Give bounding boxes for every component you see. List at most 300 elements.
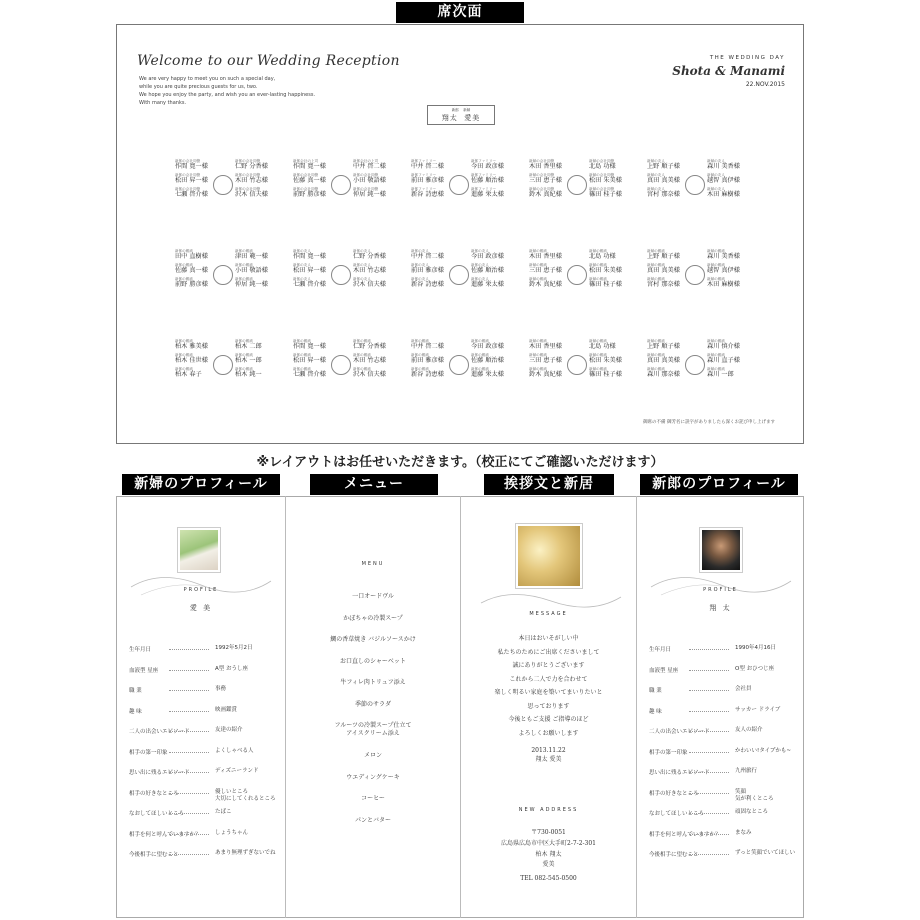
guest [471, 173, 516, 185]
guest [293, 339, 338, 351]
resident-name-2: 愛美 [542, 861, 555, 868]
dotted-leader [169, 793, 209, 794]
guest-relation: 新郎の親戚 [411, 353, 429, 357]
guest-relation: 新婦の会社同僚 [589, 173, 615, 177]
profile-value: 会社員 [735, 686, 752, 692]
profile-value: 1992年5月2日 [215, 645, 253, 651]
guest-name: 鈴木 真紀様 [529, 371, 562, 378]
greeting-line: 本日はおいそがしい中 [518, 635, 579, 642]
guest-relation: 新郎の会社同僚 [175, 173, 201, 177]
dotted-leader [689, 731, 729, 732]
guest-name: 前野 勝彦様 [293, 191, 326, 198]
guest [175, 173, 220, 185]
guest [353, 339, 398, 351]
greeting-date: 2013.11.22 [531, 747, 566, 754]
guest-relation: 新郎ファミリー [471, 187, 497, 191]
dotted-leader [689, 813, 729, 814]
dotted-leader [689, 752, 729, 753]
guest-relation: 新婦の会社同僚 [529, 173, 555, 177]
guest [471, 159, 516, 171]
guest [589, 159, 634, 171]
guest-relation: 新郎の親戚 [175, 367, 193, 371]
guest-relation: 新婦の親戚 [589, 277, 607, 281]
guest-name: 作間 寛一様 [293, 343, 326, 350]
dotted-leader [689, 670, 729, 671]
dotted-leader [169, 813, 209, 814]
guest-relation: 新婦の会社同僚 [589, 159, 615, 163]
guest-name: 森川 美香様 [707, 163, 740, 170]
guest [411, 367, 456, 379]
guest [293, 353, 338, 365]
profile-key: 血液型 星座 [129, 667, 159, 674]
guest-relation: 新郎の親戚 [353, 353, 371, 357]
guest-relation: 新郎の友人 [353, 263, 371, 267]
guest-relation: 新婦の親戚 [707, 263, 725, 267]
groom-profile-panel [637, 497, 804, 917]
guest-relation: 新婦の親戚 [589, 353, 607, 357]
guest-relation: 新郎の友人 [471, 263, 489, 267]
guest-name: 田中 直樹様 [175, 253, 208, 260]
guest-name: 沢木 信夫様 [353, 371, 386, 378]
greeting-line: これから二人で力を合わせて [509, 675, 588, 683]
guest-relation: 新郎の親戚 [235, 339, 253, 343]
guest [707, 249, 752, 261]
guest [471, 353, 516, 365]
profile-value: 九州旅行 [735, 768, 758, 774]
guest-relation: 新婦の親戚 [529, 367, 547, 371]
guest [647, 339, 692, 351]
guest-relation: 新郎の友人 [411, 263, 429, 267]
guest-name: 篠田 桂子様 [589, 281, 622, 288]
guest-name: 北島 功様 [589, 343, 616, 350]
guest-name: 中井 啓二様 [411, 343, 444, 350]
guest [175, 187, 220, 199]
profile-row [649, 666, 799, 676]
menu-item: コーヒー [361, 795, 385, 802]
profile-value: よくしゃべる人 [215, 747, 254, 754]
guest-name: 前野 勝彦様 [175, 281, 208, 288]
profile-value: 事務 [215, 686, 227, 692]
profile-key: 今後相手に望むこと [649, 852, 699, 858]
profile-row [129, 707, 279, 717]
menu-item: フルーツの冷製スープ仕立て アイスクリーム添え [334, 722, 412, 737]
guest-name: 木田 香里様 [529, 343, 562, 350]
guest-relation: 新婦の親戚 [589, 263, 607, 267]
wedding-date: 22.NOV.2015 [745, 81, 785, 88]
guest [471, 277, 516, 289]
guest [647, 353, 692, 365]
guest [175, 367, 220, 379]
guest-name: 木田 香里様 [529, 163, 562, 170]
guest-relation: 新婦の親戚 [589, 367, 607, 371]
guest-relation: 新婦の友人 [707, 187, 725, 191]
guest-relation: 新婦の友人 [707, 173, 725, 177]
guest-relation: 新婦の友人 [647, 173, 665, 177]
guest [235, 353, 280, 365]
guest-name: 中井 啓二様 [411, 163, 444, 170]
greeting-line: よろしくお願いします [518, 729, 579, 737]
guest-relation: 新婦の会社同僚 [589, 187, 615, 191]
guest-relation: 新婦の親戚 [707, 367, 725, 371]
profile-value: あまり無理ずぎないでね [215, 850, 276, 856]
guest-table [411, 249, 529, 305]
menu-item: 一口オードヴル [352, 593, 394, 600]
profile-row [129, 748, 279, 758]
guest [529, 263, 574, 275]
dotted-leader [169, 670, 209, 671]
guest-name: 新谷 詩恵様 [411, 281, 444, 288]
guest-name: 前田 雅彦様 [411, 357, 444, 364]
profile-key: 相手の好きなところ [649, 790, 699, 797]
menu-item: 鯛の香草焼き バジルソースかけ [330, 636, 416, 643]
guest-name: 森川 直子様 [707, 357, 740, 364]
guest-relation: 新郎の友人 [471, 249, 489, 253]
telephone: TEL 082-545-0500 [520, 875, 577, 882]
guest-name: 作間 寛一様 [293, 253, 326, 260]
couple-names: Shota & Manami [672, 64, 785, 78]
guest-name: 三田 恵子様 [529, 267, 562, 274]
guest-name: 上野 順子様 [647, 343, 680, 350]
guest-name: 作間 寛一様 [293, 163, 326, 170]
profile-key: 血液型 星座 [649, 667, 679, 674]
guest-relation: 新婦の親戚 [647, 353, 665, 357]
guest [411, 277, 456, 289]
guest-relation: 新郎の親戚 [293, 367, 311, 371]
profile-row [649, 686, 799, 696]
guest [529, 187, 574, 199]
guest-name: 新谷 詩恵様 [411, 191, 444, 198]
guest-name: 柏木 二郎 [235, 343, 262, 350]
guest-name: 中井 啓二様 [411, 253, 444, 260]
dotted-leader [689, 711, 729, 712]
profile-key: 相手を何と呼んでいますか？ [649, 831, 721, 838]
profile-key: 相手の好きなところ [129, 790, 179, 797]
bride-profile-panel [117, 497, 285, 917]
guest [647, 159, 692, 171]
groom-profile-label: 新郎のプロフィール [640, 474, 798, 495]
guest-relation: 新郎の親戚 [175, 339, 193, 343]
guest-relation: 新婦の親戚 [647, 339, 665, 343]
guest-name: 上野 順子様 [647, 163, 680, 170]
guest-name: 松田 朱美様 [589, 177, 622, 184]
guest [353, 249, 398, 261]
profile-row [649, 645, 799, 655]
guest-relation: 新郎の親戚 [235, 263, 253, 267]
guest [293, 173, 338, 185]
dotted-leader [169, 854, 209, 855]
guest-name: 木田 香里様 [529, 253, 562, 260]
guest-name: 木田 竹志様 [353, 357, 386, 364]
guest-name: 仲居 純一様 [353, 191, 386, 198]
guest-name: 七瀬 啓介様 [293, 371, 326, 378]
guest-relation: 新婦の親戚 [707, 277, 725, 281]
guest-relation: 新郎ファミリー [411, 159, 437, 163]
guest-relation: 新婦の友人 [647, 159, 665, 163]
profile-row [129, 686, 279, 696]
guest-name: 今田 政彦様 [471, 253, 504, 260]
guest-relation: 新郎の親戚 [353, 367, 371, 371]
layout-caption: ※レイアウトはお任せいただきます。（校正にてご確認いただけます） [256, 455, 664, 470]
guest [235, 249, 280, 261]
profile-value: 友人の紹介 [735, 727, 763, 733]
guest [411, 353, 456, 365]
guest-table [175, 339, 293, 395]
guest-relation: 新郎の友人 [411, 277, 429, 281]
guest-relation: 新郎の親戚 [471, 367, 489, 371]
dotted-leader [169, 752, 209, 753]
guest-name: 森川 那奈様 [647, 371, 680, 378]
profile-key: 相手を何と呼んでいますか？ [129, 831, 201, 838]
guest [411, 187, 456, 199]
guest-relation: 新郎の会社同僚 [235, 173, 261, 177]
guest-name: 佐藤 真一様 [175, 267, 208, 274]
resident-name: 柏木 翔太 [535, 851, 562, 858]
guest-name: 柏木 純一 [235, 371, 262, 378]
guest-table [293, 159, 411, 215]
guest [647, 249, 692, 261]
guest-relation: 新郎の友人 [411, 249, 429, 253]
high-table-bride-title: 新婦 [463, 108, 471, 112]
guest [589, 249, 634, 261]
profile-value: ディズニーランド [215, 768, 259, 774]
guest [411, 339, 456, 351]
guest-name: 今田 政彦様 [471, 343, 504, 350]
guest-name: 七瀬 啓介様 [293, 281, 326, 288]
guest [647, 187, 692, 199]
groom-name: 翔 太 [709, 604, 732, 612]
guest-relation: 新郎の親戚 [175, 263, 193, 267]
guest [471, 339, 516, 351]
guest-relation: 新婦の親戚 [707, 339, 725, 343]
guest-relation: 新婦の友人 [707, 159, 725, 163]
profile-key: 今後相手に望むこと [129, 852, 179, 858]
guest-table [293, 339, 411, 395]
guest-name: 佐藤 順治様 [471, 177, 504, 184]
guest [293, 367, 338, 379]
guest-relation: 新婦の親戚 [529, 263, 547, 267]
profile-key: 生年月日 [129, 647, 152, 653]
profile-row [129, 645, 279, 655]
guest-name: 松田 昇一様 [293, 267, 326, 274]
dotted-leader [689, 772, 729, 773]
guest-name: 三田 恵子様 [529, 357, 562, 364]
guest-name: 作間 寛一様 [175, 163, 208, 170]
guest-relation: 新郎ファミリー [471, 159, 497, 163]
message-title: MESSAGE [529, 611, 568, 617]
profile-key: 思い出に残るエピソード [649, 770, 710, 776]
guest-name: 真田 真美様 [647, 267, 680, 274]
guest-name: 越智 真伊様 [707, 267, 740, 274]
guest [411, 263, 456, 275]
guest [589, 263, 634, 275]
guest-relation: 新郎の親戚 [411, 367, 429, 371]
guest-table [293, 249, 411, 305]
guest-name: 柏木 春子 [175, 371, 202, 378]
guest-table [175, 159, 293, 215]
guest [589, 367, 634, 379]
guest-name: 沢木 信夫様 [353, 281, 386, 288]
greeting-line: 今後ともご支援 ご指導のほど [508, 716, 589, 723]
high-table-bride: 愛美 [464, 114, 481, 122]
dotted-leader [169, 731, 209, 732]
guest-name: 森川 美香様 [707, 253, 740, 260]
guest-relation: 新郎の友人 [471, 277, 489, 281]
menu-item: メロン [363, 752, 382, 759]
profile-value: ずっと笑顔でいてほしい [735, 850, 796, 856]
guest [411, 173, 456, 185]
guest-name: 小田 敬語様 [235, 267, 268, 274]
menu-item: ウエディングケーキ [346, 773, 400, 781]
guest-name: 中井 啓二様 [353, 163, 386, 170]
high-table [427, 105, 495, 125]
menu-item: 季節のサラダ [355, 700, 391, 708]
guest-relation: 新郎の親戚 [293, 353, 311, 357]
guest [353, 263, 398, 275]
guest [411, 159, 456, 171]
guest-relation: 新郎の友人 [293, 277, 311, 281]
guest [353, 187, 398, 199]
guest [589, 173, 634, 185]
guest-relation: 新郎の会社同僚 [293, 187, 319, 191]
guest-name: 木田 竹志様 [235, 177, 268, 184]
guest-name: 木田 竹志様 [353, 267, 386, 274]
menu-item: かぼちゃの冷製スープ [343, 614, 403, 622]
profile-value: 頑固なところ [735, 809, 769, 815]
menu-panel [286, 497, 460, 917]
guest-relation: 新郎の親戚 [235, 353, 253, 357]
guest-name: 進藤 栄太様 [471, 371, 504, 378]
profile-value: 笑顔 気が利くところ [735, 788, 774, 802]
profile-key: 相手の第一印象 [649, 749, 688, 756]
dotted-leader [169, 690, 209, 691]
guest-name: 篠田 桂子様 [589, 371, 622, 378]
guest [471, 367, 516, 379]
guest [293, 277, 338, 289]
guest-name: 沢木 信夫様 [235, 191, 268, 198]
profile-row [649, 768, 799, 778]
profile-key: 思い出に残るエピソード [129, 770, 190, 776]
guest [707, 159, 752, 171]
profile-value: O型 おひつじ座 [735, 665, 775, 672]
guest-name: 進藤 栄太様 [471, 191, 504, 198]
guest-relation: 新郎の会社同僚 [353, 173, 379, 177]
guest [647, 277, 692, 289]
guest-name: 越智 真伊様 [707, 177, 740, 184]
profile-row [129, 830, 279, 840]
profile-row [649, 788, 799, 802]
dotted-leader [689, 854, 729, 855]
profile-key: 趣 味 [129, 708, 142, 715]
zip-code: 〒730-0051 [531, 829, 566, 836]
menu-item: お口直しのシャーベット [340, 657, 406, 665]
guest-name: 北島 功様 [589, 163, 616, 170]
guest-name: 真田 真美様 [647, 177, 680, 184]
profile-key: 職 業 [129, 688, 142, 694]
guest [707, 277, 752, 289]
guest-name: 森川 慎介様 [707, 343, 740, 350]
welcome-line: With many thanks. [139, 100, 187, 106]
guest-name: 仁野 分香様 [235, 163, 268, 170]
guest [529, 367, 574, 379]
guest-relation: 新婦の親戚 [589, 249, 607, 253]
guest-name: 北島 功様 [589, 253, 616, 260]
guest [353, 277, 398, 289]
welcome-line: We are very happy to meet you on such a special day, [139, 76, 276, 82]
dotted-leader [169, 711, 209, 712]
guest-name: 宮村 那奈様 [647, 191, 680, 198]
guest [647, 173, 692, 185]
profile-value: A型 おうし座 [215, 665, 249, 672]
guest-relation: 新郎の親戚 [471, 353, 489, 357]
profile-value: たばこ [215, 809, 232, 815]
guest-name: 前田 雅彦様 [411, 267, 444, 274]
guest [353, 367, 398, 379]
guest [589, 339, 634, 351]
welcome-message [139, 75, 315, 107]
guest-relation: 新郎の親戚 [353, 339, 371, 343]
guest-relation: 新郎の親戚 [175, 249, 193, 253]
guest-relation: 新婦の親戚 [647, 367, 665, 371]
guest-name: 鈴木 真紀様 [529, 281, 562, 288]
new-address: 広島県広島市中区大手町2-7-2-301 [501, 840, 596, 847]
dotted-leader [169, 772, 209, 773]
guest-name: 仁野 分香様 [353, 253, 386, 260]
profile-row [129, 727, 279, 737]
guest-relation: 新婦の親戚 [529, 249, 547, 253]
guest-name: 篠田 桂子様 [589, 191, 622, 198]
guest-name: 柏木 佳世様 [175, 357, 208, 364]
guest-relation: 新郎の友人 [353, 249, 371, 253]
guest-name: 今田 政彦様 [471, 163, 504, 170]
guest-relation: 新郎ファミリー [411, 187, 437, 191]
guest [235, 263, 280, 275]
guest-relation: 新郎の会社同僚 [175, 159, 201, 163]
profile-row [649, 830, 799, 840]
guest-relation: 新婦の会社同僚 [529, 187, 555, 191]
guest [235, 187, 280, 199]
guest-relation: 新郎の親戚 [411, 339, 429, 343]
seating-note: 御席の不備 御芳名に誤字がありましたら深くお詫び申し上げます [643, 420, 775, 425]
profile-row [129, 666, 279, 676]
guest-relation: 新郎の友人 [293, 249, 311, 253]
guest [353, 159, 398, 171]
guest [707, 187, 752, 199]
guest-table [529, 159, 647, 215]
guest-name: 真田 真美様 [647, 357, 680, 364]
guest [529, 249, 574, 261]
guest-relation: 新郎の親戚 [175, 353, 193, 357]
guest [175, 277, 220, 289]
guest-relation: 新郎の親戚 [471, 339, 489, 343]
guest [293, 187, 338, 199]
guest [529, 277, 574, 289]
profile-value: しょうちゃん [215, 829, 249, 836]
bride-profile-title: PROFILE [183, 587, 219, 593]
guest [471, 263, 516, 275]
guest-relation: 新婦の親戚 [707, 249, 725, 253]
profile-row [129, 850, 279, 860]
guest [235, 173, 280, 185]
wedding-day-block [672, 55, 785, 88]
guest-relation: 新郎の親戚 [293, 339, 311, 343]
guest-relation: 新郎の会社同僚 [293, 173, 319, 177]
dotted-leader [689, 649, 729, 650]
guest [647, 263, 692, 275]
guest [353, 353, 398, 365]
profile-row [649, 707, 799, 717]
guest-name: 前田 雅彦様 [411, 177, 444, 184]
greeting-names: 翔太 愛美 [535, 756, 562, 763]
